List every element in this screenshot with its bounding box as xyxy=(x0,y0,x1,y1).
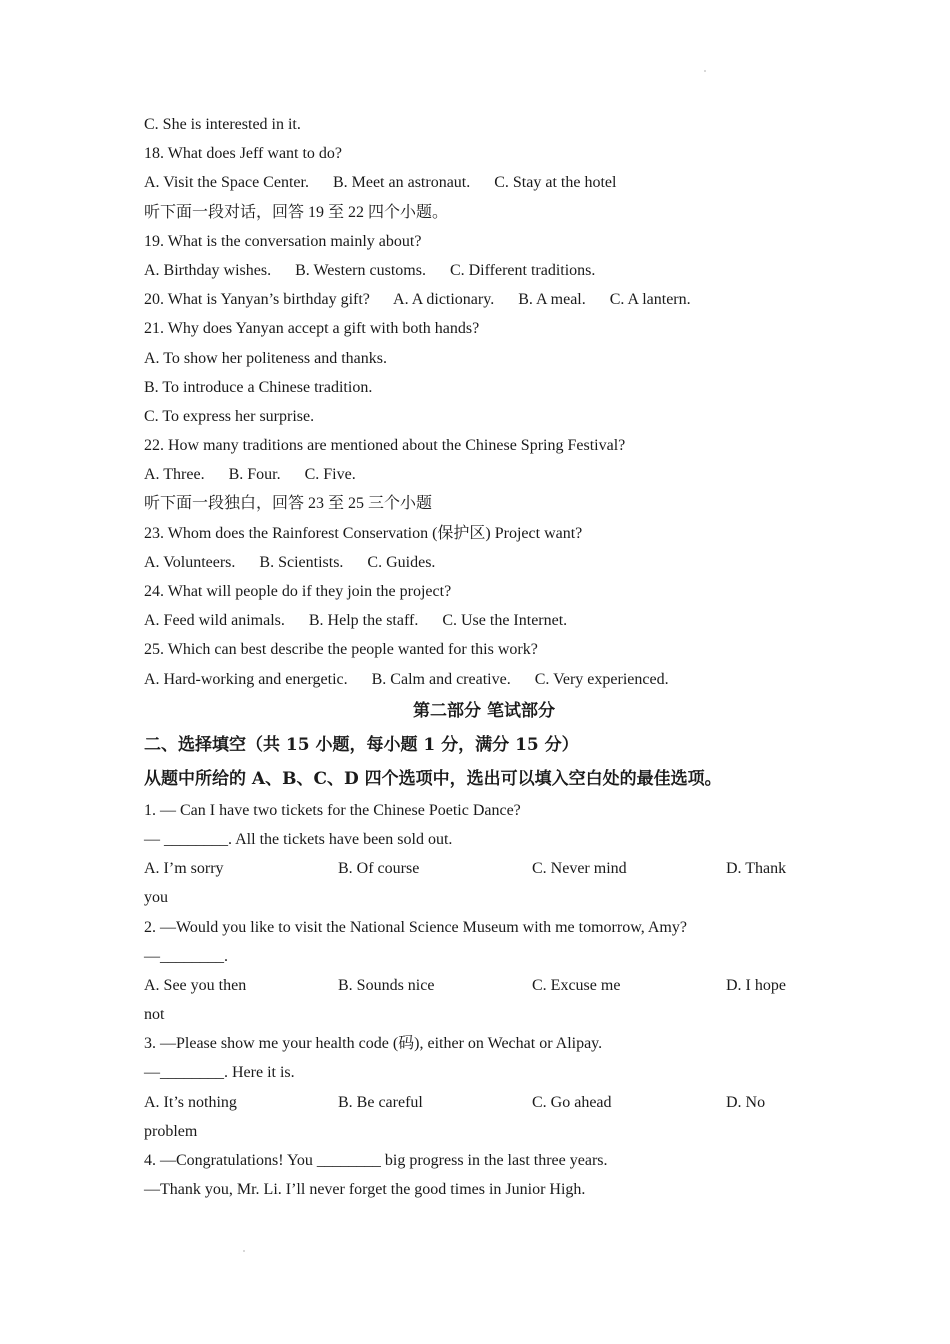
listening-line: 24. What will people do if they join the project? xyxy=(144,583,452,600)
option-wrap: not xyxy=(144,1006,165,1024)
section-instruction: 从题中所给的 A、B、C、D 四个选项中，选出可以填入空白处的最佳选项。 xyxy=(144,768,722,789)
option-a: A. See you then xyxy=(144,976,247,994)
part-two-title: 第二部分 笔试部分 xyxy=(413,700,555,721)
question-stem: 2. —Would you like to visit the National Science Museum with me tomorrow, Amy? xyxy=(144,918,687,936)
question-stem: —________. xyxy=(144,947,228,965)
question-stem: — ________. All the tickets have been sold out. xyxy=(144,830,453,848)
option-wrap: problem xyxy=(144,1122,198,1140)
option-b: B. Be careful xyxy=(338,1093,423,1111)
listening-line: 23. Whom does the Rainforest Conservation (保护区) Project want? xyxy=(144,524,583,542)
options-row xyxy=(144,971,824,1000)
listening-line: A. Feed wild animals. B. Help the staff. C. Use the Internet. xyxy=(144,612,568,630)
question-stem: 4. —Congratulations! You ________ big progress in the last three years. xyxy=(144,1152,608,1169)
listening-line: A. Hard-working and energetic. B. Calm and creative. C. Very experienced. xyxy=(144,670,669,688)
option-wrap: you xyxy=(144,889,168,907)
option-b: B. Sounds nice xyxy=(338,976,435,994)
listening-line: 听下面一段对话，回答 19 至 22 四个小题。 xyxy=(144,203,449,221)
listening-line: 20. What is Yanyan’s birthday gift? A. A dictionary. B. A meal. C. A lantern. xyxy=(144,291,691,309)
question-stem: 3. —Please show me your health code (码), either on Wechat or Alipay. xyxy=(144,1035,603,1053)
options-row xyxy=(144,1088,824,1117)
options-row xyxy=(144,854,824,883)
question-stem: 1. — Can I have two tickets for the Chinese Poetic Dance? xyxy=(144,801,521,819)
listening-line: A. Three. B. Four. C. Five. xyxy=(144,466,356,484)
scan-speck xyxy=(704,70,706,72)
listening-line: 18. What does Jeff want to do? xyxy=(144,145,343,163)
option-d: D. I hope xyxy=(726,976,786,994)
listening-line: A. Volunteers. B. Scientists. C. Guides. xyxy=(144,553,436,571)
section-title: 二、选择填空（共 15 小题，每小题 1 分，满分 15 分） xyxy=(144,734,579,755)
listening-line: 25. Which can best describe the people wanted for this work? xyxy=(144,641,538,659)
listening-line: 19. What is the conversation mainly about? xyxy=(144,232,422,250)
listening-line: A. To show her politeness and thanks. xyxy=(144,349,387,367)
option-c: C. Go ahead xyxy=(532,1093,612,1111)
listening-line: C. To express her surprise. xyxy=(144,407,315,425)
question-stem: —Thank you, Mr. Li. I’ll never forget the good times in Junior High. xyxy=(144,1181,586,1199)
listening-line: 22. How many traditions are mentioned about the Chinese Spring Festival? xyxy=(144,437,626,455)
listening-line: C. She is interested in it. xyxy=(144,116,301,133)
listening-line: B. To introduce a Chinese tradition. xyxy=(144,378,373,396)
listening-line: 21. Why does Yanyan accept a gift with both hands? xyxy=(144,320,480,338)
question-stem: —________. Here it is. xyxy=(144,1064,295,1082)
option-d: D. Thank xyxy=(726,860,787,878)
option-c: C. Excuse me xyxy=(532,976,621,994)
listening-line: A. Visit the Space Center. B. Meet an astronaut. C. Stay at the hotel xyxy=(144,174,617,192)
option-a: A. It’s nothing xyxy=(144,1093,237,1111)
option-d: D. No xyxy=(726,1093,766,1111)
option-c: C. Never mind xyxy=(532,860,627,878)
exam-page xyxy=(144,110,824,1204)
listening-line: A. Birthday wishes. B. Western customs. C. Different traditions. xyxy=(144,261,596,279)
scan-speck xyxy=(243,1250,245,1252)
option-a: A. I’m sorry xyxy=(144,860,224,878)
option-b: B. Of course xyxy=(338,860,420,878)
listening-line: 听下面一段独白，回答 23 至 25 三个小题 xyxy=(144,495,433,513)
